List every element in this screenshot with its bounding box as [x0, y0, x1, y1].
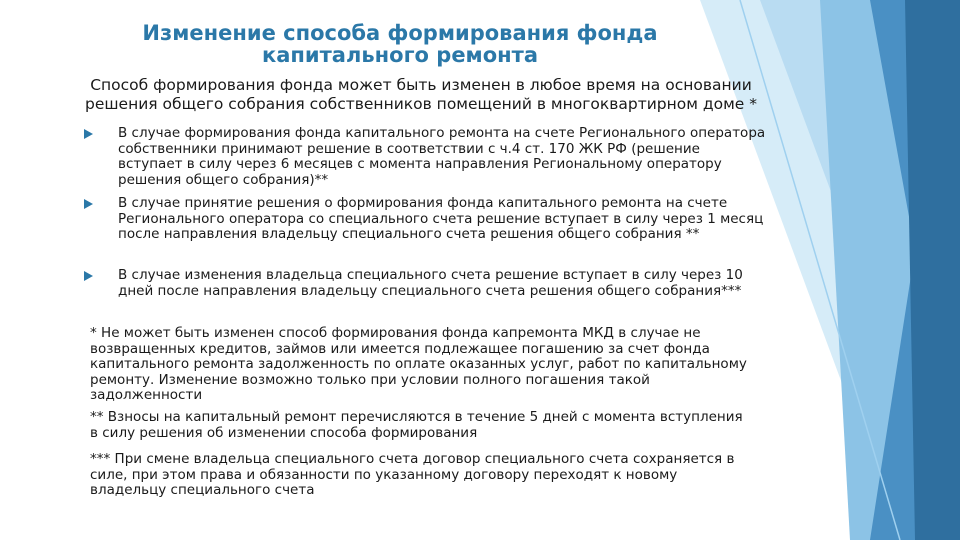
arrow-bullet-icon — [84, 271, 93, 281]
bullet-text: В случае принятие решения о формирования фонда капитального ремонта на счете Регионального оператора со специального счета решение вступает в силу через 1 месяц после направления владельцу специального счета решения общего собрания ** — [118, 195, 764, 242]
bullet-text: В случае формирования фонда капитального ремонта на счете Регионального оператора собственники принимают решение в соответствии с ч.4 ст. 170 ЖК РФ (решение вступает в силу через 6 месяцев с момента направления Региональному оператору решения общего собрания)** — [118, 125, 766, 188]
footnote-1: * Не может быть изменен способ формирования фонда капремонта МКД в случае не возвращенных кредитов, займов или имеется подлежащее погашению за счет фонда капитального ремонта задолженность по оплате оказанных услуг, работ по капитальному ремонту. Изменение возможно только при условии полного погашения такой задолженности — [90, 325, 747, 403]
arrow-bullet-icon — [84, 129, 93, 139]
lead-paragraph: Способ формирования фонда может быть изменен в любое время на основании решения общего собрания собственников помещений в многоквартирном доме * — [85, 76, 757, 113]
footnote-3: *** При смене владельца специального счета договор специального счета сохраняется в силе, при этом права и обязанности по указанному договору переходят к новому владельцу специального счета — [90, 451, 735, 498]
footnote-2: ** Взносы на капитальный ремонт перечисляются в течение 5 дней с момента вступления в силу решения об изменении способа формирования — [90, 409, 743, 441]
arrow-bullet-icon — [84, 199, 93, 209]
slide-title: Изменение способа формирования фонда капитального ремонта — [142, 21, 658, 67]
bullet-text: В случае изменения владельца специального счета решение вступает в силу через 10 дней после направления владельцу специального счета решения общего собрания*** — [118, 267, 743, 299]
